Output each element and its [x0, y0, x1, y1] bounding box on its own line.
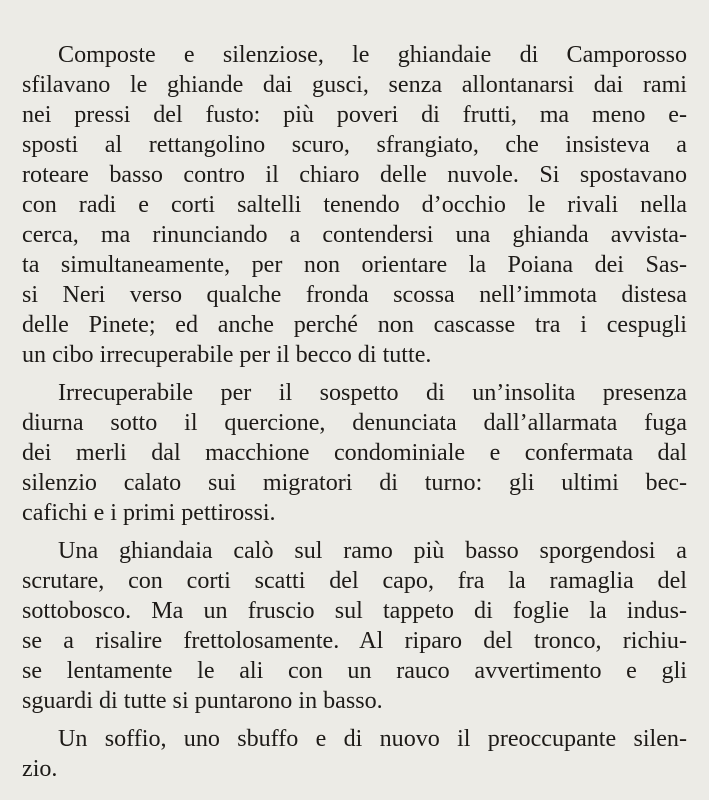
text-line: sguardi di tutte si puntarono in basso. — [22, 688, 383, 714]
text-line: Un soffio, uno sbuffo e di nuovo il preoccupante silen- — [58, 726, 687, 752]
text-line: se a risalire frettolosamente. Al riparo del tronco, richiu- — [22, 628, 687, 654]
text-line: silenzio calato sui migratori di turno: gli ultimi bec- — [22, 470, 687, 496]
body-text — [22, 40, 687, 792]
text-line: cafichi e i primi pettirossi. — [22, 500, 276, 526]
paragraph-1 — [22, 40, 687, 370]
text-line: sposti al rettangolino scuro, sfrangiato, che insisteva a — [22, 132, 687, 158]
text-line: un cibo irrecuperabile per il becco di tutte. — [22, 342, 432, 368]
text-line: si Neri verso qualche fronda scossa nell’immota distesa — [22, 282, 687, 308]
text-line: sottobosco. Ma un fruscio sul tappeto di foglie la indus- — [22, 598, 687, 624]
paragraph-4 — [22, 724, 687, 784]
text-line: cerca, ma rinunciando a contendersi una ghianda avvista- — [22, 222, 687, 248]
text-line: nei pressi del fusto: più poveri di frutti, ma meno e- — [22, 102, 687, 128]
text-line: delle Pinete; ed anche perché non cascasse tra i cespugli — [22, 312, 687, 338]
text-line: dei merli dal macchione condominiale e confermata dal — [22, 440, 687, 466]
text-line: roteare basso contro il chiaro delle nuvole. Si spostavano — [22, 162, 687, 188]
paragraph-2 — [22, 378, 687, 528]
text-line: ta simultaneamente, per non orientare la Poiana dei Sas- — [22, 252, 687, 278]
text-line: Composte e silenziose, le ghiandaie di Camporosso — [58, 42, 687, 68]
paragraph-3 — [22, 536, 687, 716]
text-line: scrutare, con corti scatti del capo, fra la ramaglia del — [22, 568, 687, 594]
text-line: Una ghiandaia calò sul ramo più basso sporgendosi a — [58, 538, 687, 564]
text-line: se lentamente le ali con un rauco avvertimento e gli — [22, 658, 687, 684]
text-line: sfilavano le ghiande dai gusci, senza allontanarsi dai rami — [22, 72, 687, 98]
text-line: zio. — [22, 756, 58, 782]
text-line: con radi e corti saltelli tenendo d’occhio le rivali nella — [22, 192, 687, 218]
text-line: Irrecuperabile per il sospetto di un’insolita presenza — [58, 380, 687, 406]
text-line: diurna sotto il quercione, denunciata dall’allarmata fuga — [22, 410, 687, 436]
